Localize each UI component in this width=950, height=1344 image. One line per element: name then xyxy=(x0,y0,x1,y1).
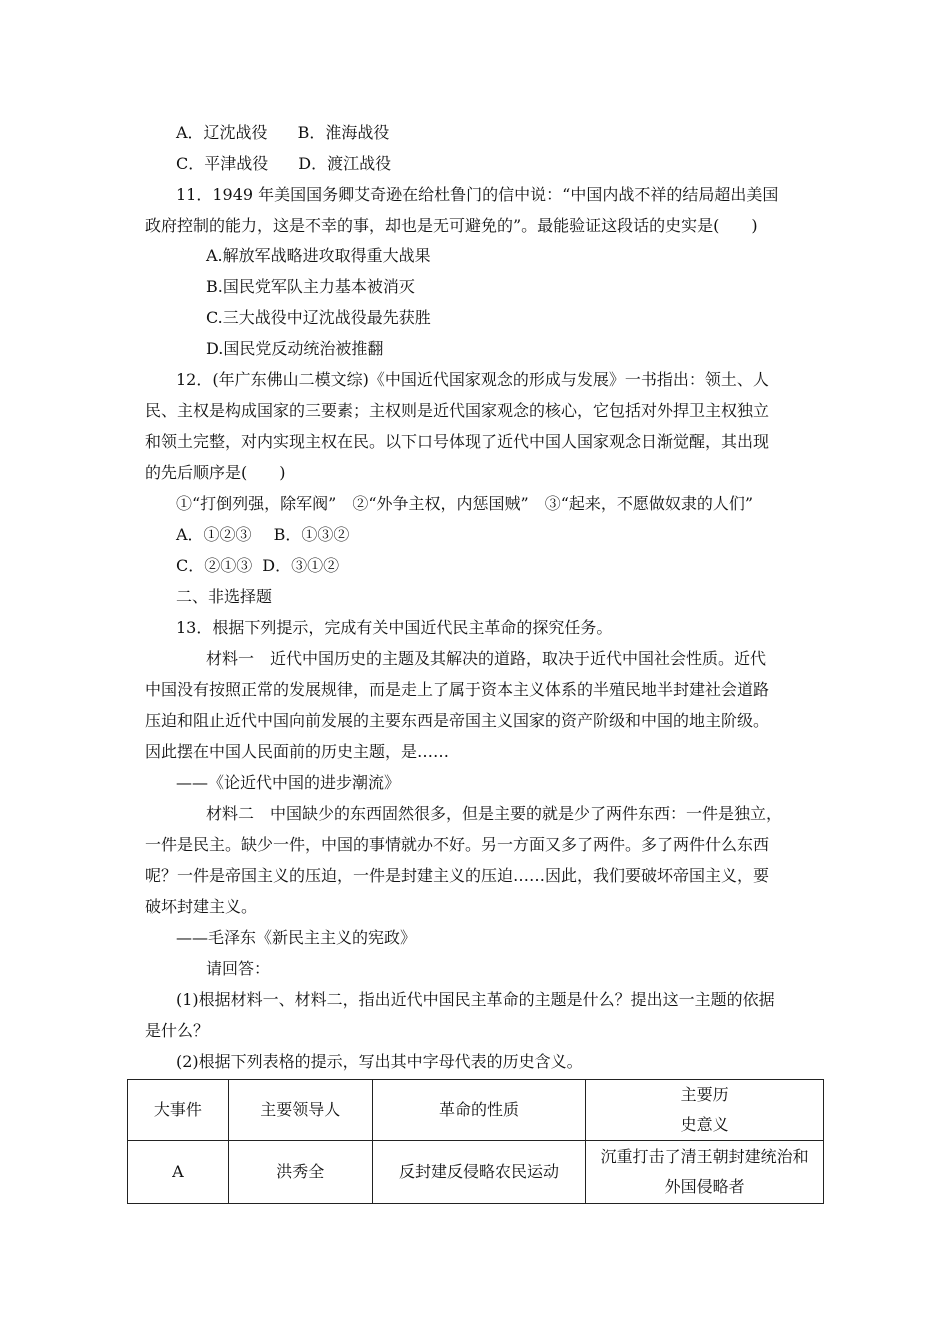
q12-stem-line2: 民、主权是构成国家的三要素；主权则是近代国家观念的核心，它包括对外捍卫主权独立 xyxy=(145,401,770,420)
q10-option-a: A．辽沈战役 xyxy=(176,123,268,142)
q10-options-row1 xyxy=(176,123,389,143)
q12-option-b: B．①③② xyxy=(273,525,350,544)
table-header-row xyxy=(128,1080,824,1141)
q12-slogans: ①“打倒列强，除军阀” ②“外争主权，内惩国贼” ③“起来，不愿做奴隶的人们” xyxy=(176,494,754,513)
q12-options-row1 xyxy=(176,525,349,545)
cell-significance-line1: 沉重打击了清王朝封建统治和 xyxy=(600,1147,809,1166)
header-significance xyxy=(586,1080,824,1141)
q12-option-a: A．①②③ xyxy=(176,525,252,544)
q13-material2-line3: 呢？一件是帝国主义的压迫，一件是封建主义的压迫……因此，我们要破坏帝国主义，要 xyxy=(145,866,770,885)
q10-option-b: B．淮海战役 xyxy=(297,123,390,142)
q13-material1-line2: 中国没有按照正常的发展规律，而是走上了属于资本主义体系的半殖民地半封建社会道路 xyxy=(145,680,770,699)
q13-material1-line4: 因此摆在中国人民面前的历史主题，是…… xyxy=(145,742,450,761)
q12-option-c: C．②①③ xyxy=(176,556,253,575)
q11-stem-line1: 11．1949 年美国国务卿艾奇逊在给杜鲁门的信中说：“中国内战不祥的结局超出美国 xyxy=(176,185,779,204)
q11-stem-line2: 政府控制的能力，这是不幸的事，却也是无可避免的”。最能验证这段话的史实是( ) xyxy=(145,216,758,235)
cell-nature: 反封建反侵略农民运动 xyxy=(372,1141,586,1204)
q12-stem-line1: 12．(年广东佛山二模文综)《中国近代国家观念的形成与发展》一书指出：领土、人 xyxy=(176,370,769,389)
header-significance-line1: 主要历 xyxy=(680,1085,729,1104)
section-title: 二、非选择题 xyxy=(176,587,273,606)
header-significance-line2: 史意义 xyxy=(680,1115,729,1134)
q10-options-row2 xyxy=(176,154,391,174)
q13-sub2: (2)根据下列表格的提示，写出其中字母代表的历史含义。 xyxy=(176,1052,583,1071)
events-table xyxy=(127,1079,824,1204)
q11-option-d: D.国民党反动统治被推翻 xyxy=(206,339,384,358)
q12-stem-line3: 和领土完整，对内实现主权在民。以下口号体现了近代中国人国家观念日渐觉醒，其出现 xyxy=(145,432,770,451)
table-row xyxy=(128,1141,824,1204)
q10-option-c: C．平津战役 xyxy=(176,154,269,173)
q13-material2-line4: 破坏封建主义。 xyxy=(145,897,258,916)
cell-leader: 洪秀全 xyxy=(228,1141,372,1204)
q13-sub1-line1: (1)根据材料一、材料二，指出近代中国民主革命的主题是什么？提出这一主题的依据 xyxy=(176,990,775,1009)
q13-material1-line3: 压迫和阻止近代中国向前发展的主要东西是帝国主义国家的资产阶级和中国的地主阶级。 xyxy=(145,711,770,730)
q13-prompt: 请回答： xyxy=(206,959,271,978)
q12-stem-line4: 的先后顺序是( ) xyxy=(145,463,286,482)
q13-material2-line2: 一件是民主。缺少一件，中国的事情就办不好。另一方面又多了两件。多了两件什么东西 xyxy=(145,835,770,854)
q11-option-b: B.国民党军队主力基本被消灭 xyxy=(206,277,415,296)
q13-sub1-line2: 是什么？ xyxy=(145,1021,210,1040)
q13-material1-line1: 材料一 近代中国历史的主题及其解决的道路，取决于近代中国社会性质。近代 xyxy=(206,649,767,668)
header-nature: 革命的性质 xyxy=(372,1080,586,1141)
cell-significance xyxy=(586,1141,824,1204)
q11-option-c: C.三大战役中辽沈战役最先获胜 xyxy=(206,308,431,327)
q13-material2-line1: 材料二 中国缺少的东西固然很多，但是主要的就是少了两件东西：一件是独立， xyxy=(206,804,783,823)
cell-event: A xyxy=(128,1141,229,1204)
q11-option-a: A.解放军战略进攻取得重大战果 xyxy=(206,246,431,265)
q10-option-d: D．渡江战役 xyxy=(298,154,392,173)
q12-option-d: D．③①② xyxy=(262,556,340,575)
header-leader: 主要领导人 xyxy=(228,1080,372,1141)
q13-material1-source: ——《论近代中国的进步潮流》 xyxy=(176,773,401,792)
header-event: 大事件 xyxy=(128,1080,229,1141)
q13-stem: 13．根据下列提示，完成有关中国近代民主革命的探究任务。 xyxy=(176,618,613,637)
q12-options-row2 xyxy=(176,556,339,576)
q13-material2-source: ——毛泽东《新民主主义的宪政》 xyxy=(176,928,417,947)
cell-significance-line2: 外国侵略者 xyxy=(664,1177,745,1196)
